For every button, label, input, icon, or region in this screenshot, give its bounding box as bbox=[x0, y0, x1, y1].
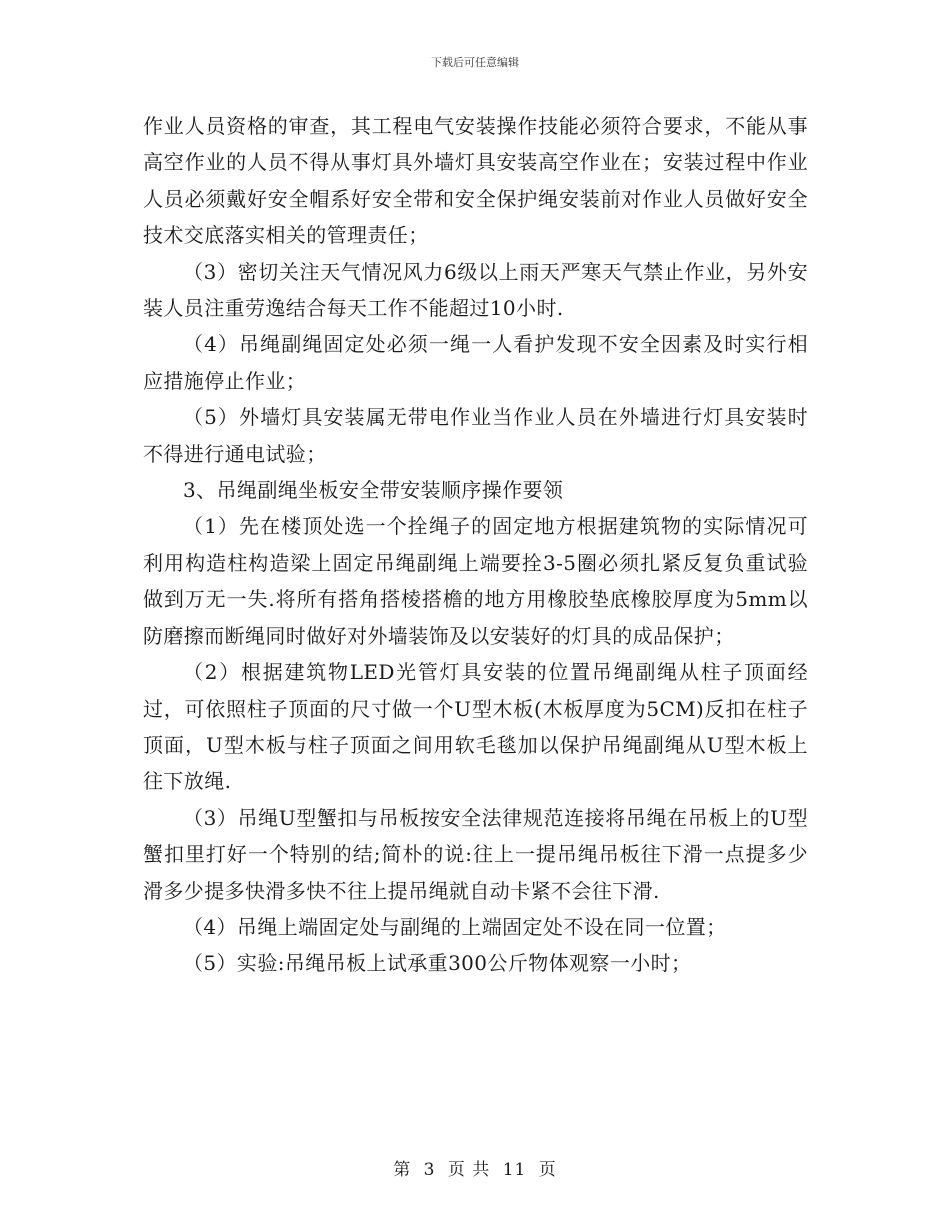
document-body bbox=[143, 108, 808, 982]
paragraph-step-1: （1）先在楼顶处选一个拴绳子的固定地方根据建筑物的实际情况可利用构造柱构造梁上固定吊绳副绳上端要拴3-5圈必须扎紧反复负重试验做到万无一失.将所有搭角搭棱搭檐的地方用橡胶垫底橡胶厚度为5mm以防磨擦而断绳同时做好对外墙装饰及以安装好的灯具的成品保护； bbox=[143, 514, 808, 648]
paragraph-item-4: （4）吊绳副绳固定处必须一绳一人看护发现不安全因素及时实行相应措施停止作业； bbox=[143, 332, 808, 393]
footer-suffix: 页 bbox=[538, 1160, 557, 1180]
paragraph-continuation: 作业人员资格的审查，其工程电气安装操作技能必须符合要求，不能从事高空作业的人员不得从事灯具外墙灯具安装高空作业在；安装过程中作业人员必须戴好安全帽系好安全带和安全保护绳安装前对作业人员做好安全技术交底落实相关的管理责任； bbox=[143, 114, 808, 248]
paragraph-step-3: （3）吊绳U型蟹扣与吊板按安全法律规范连接将吊绳在吊板上的U型蟹扣里打好一个特别的结;简朴的说:往上一提吊绳吊板往下滑一点提多少滑多少提多快滑多快不往上提吊绳就自动卡紧不会往下滑. bbox=[143, 805, 808, 903]
paragraph-item-5: （5）外墙灯具安装属无带电作业当作业人员在外墙进行灯具安装时不得进行通电试验； bbox=[143, 405, 808, 466]
page-footer bbox=[0, 1155, 950, 1180]
footer-middle: 页 共 bbox=[447, 1160, 491, 1180]
current-page-number: 3 bbox=[423, 1160, 436, 1180]
header-note: 下载后可任意编辑 bbox=[431, 56, 519, 69]
section-heading-3: 3、吊绳副绳坐板安全带安装顺序操作要领 bbox=[183, 478, 564, 503]
paragraph-step-5: （5）实验:吊绳吊板上试承重300公斤物体观察一小时； bbox=[183, 951, 692, 976]
paragraph-item-3: （3）密切关注天气情况风力6级以上雨天严寒天气禁止作业，另外安装人员注重劳逸结合每天工作不能超过10小时. bbox=[143, 259, 808, 321]
footer-prefix: 第 bbox=[393, 1160, 412, 1180]
total-pages-number: 11 bbox=[502, 1160, 527, 1180]
paragraph-step-4: （4）吊绳上端固定处与副绳的上端固定处不设在同一位置； bbox=[183, 914, 727, 939]
paragraph-step-2: （2）根据建筑物LED光管灯具安装的位置吊绳副绳从柱子顶面经过，可依照柱子顶面的尺寸做一个U型木板(木板厚度为5CM)反扣在柱子顶面，U型木板与柱子顶面之间用软毛毯加以保护吊绳副绳从U型木板上往下放绳. bbox=[143, 660, 808, 794]
